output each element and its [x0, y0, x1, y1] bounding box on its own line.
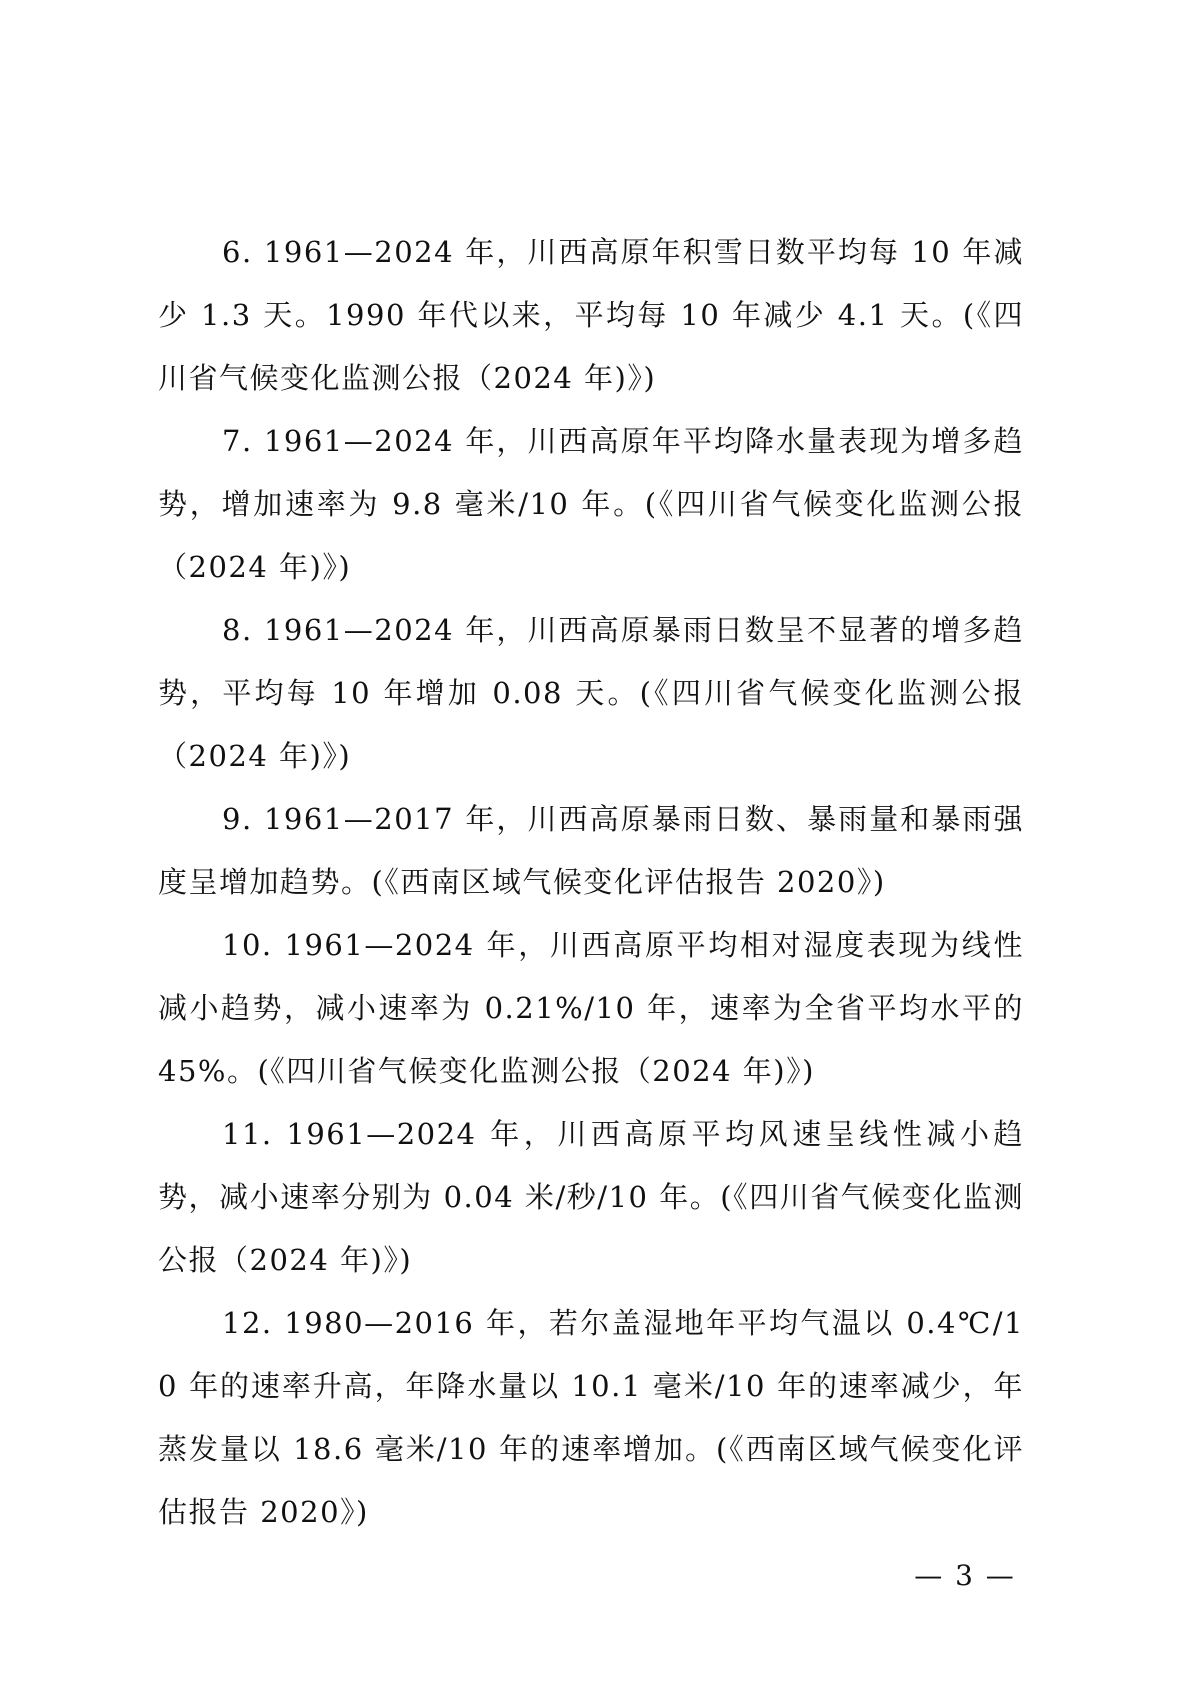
paragraph-item-6: 6. 1961—2024 年，川西高原年积雪日数平均每 10 年减少 1.3 天。1990 年代以来，平均每 10 年减少 4.1 天。(《四川省气候变化监测公报（2024 年)》): [158, 235, 1024, 395]
paragraph-item-11: 11. 1961—2024 年，川西高原平均风速呈线性减小趋势，减小速率分别为 0.04 米/秒/10 年。(《四川省气候变化监测公报（2024 年)》): [158, 1117, 1024, 1277]
paragraph-item-9: 9. 1961—2017 年，川西高原暴雨日数、暴雨量和暴雨强度呈增加趋势。(《西南区域气候变化评估报告 2020》): [158, 802, 1024, 899]
paragraph-item-7: 7. 1961—2024 年，川西高原年平均降水量表现为增多趋势，增加速率为 9.8 毫米/10 年。(《四川省气候变化监测公报（2024 年)》): [158, 424, 1024, 584]
paragraph-item-12: 12. 1980—2016 年，若尔盖湿地年平均气温以 0.4℃/10 年的速率升高，年降水量以 10.1 毫米/10 年的速率减少，年蒸发量以 18.6 毫米/10 年的速率增加。(《西南区域气候变化评估报告 2020》): [158, 1306, 1024, 1529]
page-number: — 3 —: [914, 1559, 1016, 1592]
body-text: [158, 221, 1024, 1544]
paragraph-item-8: 8. 1961—2024 年，川西高原暴雨日数呈不显著的增多趋势，平均每 10 年增加 0.08 天。(《四川省气候变化监测公报（2024 年)》): [158, 613, 1024, 773]
paragraph-item-10: 10. 1961—2024 年，川西高原平均相对湿度表现为线性减小趋势，减小速率为 0.21%/10 年，速率为全省平均水平的 45%。(《四川省气候变化监测公报（2024 年)》): [158, 928, 1024, 1088]
